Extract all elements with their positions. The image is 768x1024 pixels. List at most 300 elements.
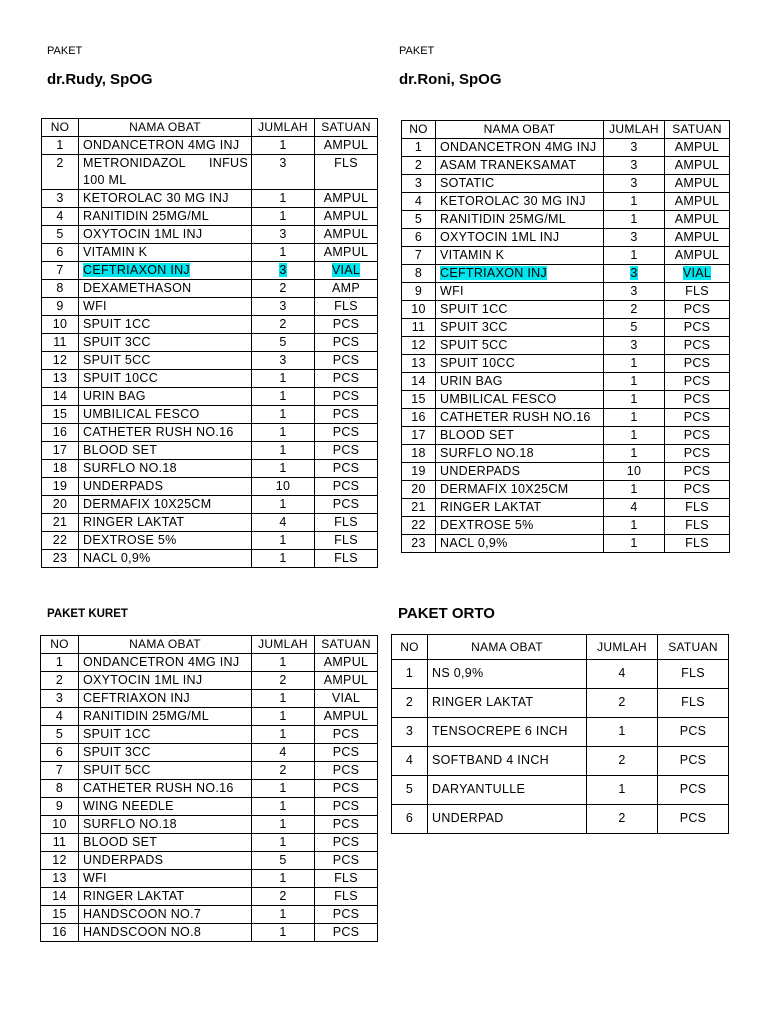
cell-no: 9 bbox=[42, 298, 79, 316]
cell-nama-obat: WFI bbox=[79, 870, 252, 888]
table-row bbox=[41, 672, 378, 690]
cell-satuan: FLS bbox=[315, 532, 378, 550]
cell-no: 6 bbox=[402, 229, 436, 247]
cell-jumlah: 1 bbox=[252, 550, 315, 568]
cell-no: 12 bbox=[41, 852, 79, 870]
cell-jumlah: 3 bbox=[604, 175, 665, 193]
table-row bbox=[402, 193, 730, 211]
cell-no: 4 bbox=[402, 193, 436, 211]
cell-satuan: PCS bbox=[665, 373, 730, 391]
cell-jumlah: 3 bbox=[604, 283, 665, 301]
cell-nama-obat bbox=[436, 265, 604, 283]
cell-satuan: PCS bbox=[315, 478, 378, 496]
cell-satuan: PCS bbox=[315, 834, 378, 852]
cell-no: 17 bbox=[402, 427, 436, 445]
cell-no: 8 bbox=[402, 265, 436, 283]
table-row bbox=[402, 427, 730, 445]
cell-nama-obat: RANITIDIN 25MG/ML bbox=[79, 208, 252, 226]
cell-no: 18 bbox=[42, 460, 79, 478]
table-row bbox=[392, 747, 729, 776]
table-header-row bbox=[392, 635, 729, 660]
cell-satuan: FLS bbox=[315, 550, 378, 568]
cell-satuan: PCS bbox=[315, 406, 378, 424]
cell-satuan: PCS bbox=[315, 924, 378, 942]
cell-no: 10 bbox=[402, 301, 436, 319]
cell-nama-obat: KETOROLAC 30 MG INJ bbox=[436, 193, 604, 211]
table-row bbox=[42, 496, 378, 514]
cell-jumlah: 4 bbox=[604, 499, 665, 517]
highlight-mark: CEFTRIAXON INJ bbox=[440, 266, 547, 280]
cell-satuan: AMPUL bbox=[315, 654, 378, 672]
cell-jumlah: 3 bbox=[252, 298, 315, 316]
cell-satuan: PCS bbox=[665, 355, 730, 373]
cell-nama-obat: CATHETER RUSH NO.16 bbox=[79, 780, 252, 798]
cell-satuan: PCS bbox=[315, 496, 378, 514]
cell-nama-obat: SURFLO NO.18 bbox=[436, 445, 604, 463]
cell-satuan: FLS bbox=[665, 517, 730, 535]
doctor-name-roni: dr.Roni, SpOG bbox=[399, 71, 502, 88]
cell-satuan: PCS bbox=[315, 460, 378, 478]
cell-jumlah: 3 bbox=[252, 226, 315, 244]
cell-jumlah: 5 bbox=[252, 334, 315, 352]
table-row bbox=[402, 247, 730, 265]
table-row bbox=[402, 337, 730, 355]
cell-no: 19 bbox=[402, 463, 436, 481]
highlight-mark: VIAL bbox=[682, 266, 712, 280]
cell-satuan: FLS bbox=[665, 283, 730, 301]
table-row bbox=[42, 155, 378, 190]
cell-no: 9 bbox=[41, 798, 79, 816]
cell-nama-obat: OXYTOCIN 1ML INJ bbox=[436, 229, 604, 247]
table-row bbox=[41, 690, 378, 708]
table-row bbox=[402, 409, 730, 427]
cell-no: 19 bbox=[42, 478, 79, 496]
header-satuan: SATUAN bbox=[315, 119, 378, 137]
cell-no: 21 bbox=[42, 514, 79, 532]
cell-nama-obat: SPUIT 5CC bbox=[79, 762, 252, 780]
cell-satuan: FLS bbox=[665, 535, 730, 553]
cell-jumlah: 1 bbox=[252, 654, 315, 672]
cell-jumlah: 1 bbox=[252, 798, 315, 816]
cell-no: 11 bbox=[402, 319, 436, 337]
cell-jumlah: 1 bbox=[604, 517, 665, 535]
table-paket-roni bbox=[401, 120, 730, 553]
table-row bbox=[392, 718, 729, 747]
table-row bbox=[41, 762, 378, 780]
cell-nama-obat: SURFLO NO.18 bbox=[79, 460, 252, 478]
cell-jumlah: 1 bbox=[252, 208, 315, 226]
table-row bbox=[42, 442, 378, 460]
cell-no: 1 bbox=[42, 137, 79, 155]
cell-no: 9 bbox=[402, 283, 436, 301]
cell-nama-obat: DEXTROSE 5% bbox=[79, 532, 252, 550]
cell-nama-obat: NACL 0,9% bbox=[79, 550, 252, 568]
cell-jumlah: 1 bbox=[604, 355, 665, 373]
table-row bbox=[42, 280, 378, 298]
table-row bbox=[402, 139, 730, 157]
cell-nama-obat: WFI bbox=[436, 283, 604, 301]
cell-jumlah: 2 bbox=[252, 762, 315, 780]
cell-no: 13 bbox=[41, 870, 79, 888]
cell-no: 1 bbox=[41, 654, 79, 672]
cell-no: 10 bbox=[41, 816, 79, 834]
table-row bbox=[41, 726, 378, 744]
cell-satuan: AMPUL bbox=[665, 139, 730, 157]
cell-nama-obat: ONDANCETRON 4MG INJ bbox=[79, 137, 252, 155]
cell-no: 20 bbox=[402, 481, 436, 499]
table-row bbox=[41, 798, 378, 816]
cell-jumlah: 1 bbox=[604, 445, 665, 463]
cell-satuan: AMPUL bbox=[665, 211, 730, 229]
cell-satuan bbox=[315, 262, 378, 280]
cell-nama-obat: UNDERPADS bbox=[79, 478, 252, 496]
cell-nama-obat: URIN BAG bbox=[436, 373, 604, 391]
cell-nama-obat: RINGER LAKTAT bbox=[79, 514, 252, 532]
cell-jumlah: 5 bbox=[604, 319, 665, 337]
header-jumlah: JUMLAH bbox=[604, 121, 665, 139]
header-nama-obat: NAMA OBAT bbox=[436, 121, 604, 139]
cell-satuan: PCS bbox=[315, 798, 378, 816]
cell-jumlah: 1 bbox=[252, 532, 315, 550]
cell-jumlah: 1 bbox=[252, 906, 315, 924]
cell-jumlah: 1 bbox=[252, 190, 315, 208]
header-no: NO bbox=[41, 636, 79, 654]
table-row bbox=[42, 424, 378, 442]
cell-jumlah: 2 bbox=[604, 301, 665, 319]
cell-satuan: FLS bbox=[315, 514, 378, 532]
cell-jumlah: 1 bbox=[252, 816, 315, 834]
table-row bbox=[402, 463, 730, 481]
cell-nama-obat: SPUIT 3CC bbox=[436, 319, 604, 337]
cell-satuan: PCS bbox=[665, 337, 730, 355]
table-row bbox=[42, 244, 378, 262]
cell-no: 23 bbox=[42, 550, 79, 568]
cell-jumlah: 1 bbox=[604, 193, 665, 211]
table-row bbox=[42, 388, 378, 406]
table-row bbox=[402, 301, 730, 319]
cell-nama-obat: ONDANCETRON 4MG INJ bbox=[436, 139, 604, 157]
header-satuan: SATUAN bbox=[658, 635, 729, 660]
table-row bbox=[402, 265, 730, 283]
table-header-row bbox=[42, 119, 378, 137]
cell-no: 14 bbox=[42, 388, 79, 406]
cell-satuan: FLS bbox=[658, 689, 729, 718]
cell-nama-obat: VITAMIN K bbox=[436, 247, 604, 265]
table-row bbox=[42, 352, 378, 370]
table-row bbox=[42, 550, 378, 568]
cell-satuan: PCS bbox=[658, 718, 729, 747]
table-row bbox=[42, 298, 378, 316]
table-paket-orto bbox=[391, 634, 729, 834]
cell-satuan: AMPUL bbox=[315, 226, 378, 244]
cell-no: 2 bbox=[392, 689, 428, 718]
cell-jumlah: 4 bbox=[587, 660, 658, 689]
cell-no: 16 bbox=[42, 424, 79, 442]
cell-satuan: FLS bbox=[665, 499, 730, 517]
table-row bbox=[402, 373, 730, 391]
cell-jumlah: 1 bbox=[252, 870, 315, 888]
table-row bbox=[42, 262, 378, 280]
cell-jumlah: 2 bbox=[587, 747, 658, 776]
cell-no: 8 bbox=[41, 780, 79, 798]
cell-no: 8 bbox=[42, 280, 79, 298]
cell-jumlah: 3 bbox=[604, 337, 665, 355]
highlight-mark: 3 bbox=[279, 263, 287, 277]
cell-nama-obat: TENSOCREPE 6 INCH bbox=[428, 718, 587, 747]
cell-no: 3 bbox=[402, 175, 436, 193]
cell-no: 4 bbox=[392, 747, 428, 776]
cell-jumlah: 1 bbox=[604, 409, 665, 427]
header-no: NO bbox=[392, 635, 428, 660]
header-no: NO bbox=[42, 119, 79, 137]
cell-satuan: VIAL bbox=[315, 690, 378, 708]
cell-satuan: PCS bbox=[315, 906, 378, 924]
cell-no: 18 bbox=[402, 445, 436, 463]
cell-satuan: PCS bbox=[665, 445, 730, 463]
highlight-mark: VIAL bbox=[331, 263, 361, 277]
cell-no: 12 bbox=[402, 337, 436, 355]
cell-satuan bbox=[665, 265, 730, 283]
cell-jumlah: 1 bbox=[604, 211, 665, 229]
highlight-mark: CEFTRIAXON INJ bbox=[83, 263, 190, 277]
cell-satuan: FLS bbox=[315, 155, 378, 190]
cell-nama-obat: UNDERPADS bbox=[79, 852, 252, 870]
cell-satuan: PCS bbox=[315, 726, 378, 744]
table-row bbox=[42, 226, 378, 244]
table-row bbox=[42, 334, 378, 352]
cell-satuan: AMPUL bbox=[665, 247, 730, 265]
cell-jumlah: 2 bbox=[252, 672, 315, 690]
cell-no: 17 bbox=[42, 442, 79, 460]
header-nama-obat: NAMA OBAT bbox=[428, 635, 587, 660]
cell-nama-obat: UNDERPAD bbox=[428, 805, 587, 834]
cell-no: 6 bbox=[42, 244, 79, 262]
cell-jumlah: 1 bbox=[252, 442, 315, 460]
cell-satuan: PCS bbox=[665, 301, 730, 319]
cell-no: 5 bbox=[42, 226, 79, 244]
cell-nama-obat: SPUIT 5CC bbox=[436, 337, 604, 355]
table-row bbox=[42, 137, 378, 155]
cell-jumlah: 1 bbox=[604, 427, 665, 445]
table-row bbox=[42, 370, 378, 388]
cell-nama-obat: DEXAMETHASON bbox=[79, 280, 252, 298]
cell-satuan: PCS bbox=[315, 816, 378, 834]
cell-no: 5 bbox=[392, 776, 428, 805]
cell-jumlah: 1 bbox=[252, 424, 315, 442]
cell-no: 16 bbox=[402, 409, 436, 427]
cell-jumlah: 1 bbox=[252, 388, 315, 406]
cell-jumlah: 1 bbox=[252, 690, 315, 708]
cell-no: 1 bbox=[402, 139, 436, 157]
cell-nama-obat: SPUIT 5CC bbox=[79, 352, 252, 370]
cell-nama-obat: SPUIT 10CC bbox=[79, 370, 252, 388]
cell-nama-obat: CATHETER RUSH NO.16 bbox=[79, 424, 252, 442]
table-row bbox=[42, 514, 378, 532]
cell-satuan: AMPUL bbox=[665, 229, 730, 247]
cell-no: 22 bbox=[402, 517, 436, 535]
cell-nama-obat: METRONIDAZOL INFUS 100 ML bbox=[79, 155, 252, 190]
cell-no: 3 bbox=[41, 690, 79, 708]
highlight-mark: 3 bbox=[630, 266, 638, 280]
cell-jumlah: 1 bbox=[252, 460, 315, 478]
cell-satuan: PCS bbox=[665, 463, 730, 481]
table-row bbox=[402, 445, 730, 463]
cell-nama-obat: RINGER LAKTAT bbox=[79, 888, 252, 906]
cell-jumlah: 4 bbox=[252, 514, 315, 532]
cell-nama-obat: BLOOD SET bbox=[79, 442, 252, 460]
cell-jumlah: 2 bbox=[587, 805, 658, 834]
cell-nama-obat: RANITIDIN 25MG/ML bbox=[79, 708, 252, 726]
paket-label-rudy: PAKET bbox=[47, 45, 83, 57]
cell-nama-obat: SPUIT 1CC bbox=[79, 726, 252, 744]
cell-nama-obat: ASAM TRANEKSAMAT bbox=[436, 157, 604, 175]
cell-nama-obat: WFI bbox=[79, 298, 252, 316]
cell-no: 4 bbox=[41, 708, 79, 726]
table-row bbox=[402, 355, 730, 373]
table-row bbox=[41, 906, 378, 924]
cell-no: 14 bbox=[41, 888, 79, 906]
cell-nama-obat: HANDSCOON NO.8 bbox=[79, 924, 252, 942]
table-row bbox=[41, 654, 378, 672]
cell-satuan: AMPUL bbox=[315, 208, 378, 226]
header-no: NO bbox=[402, 121, 436, 139]
cell-no: 13 bbox=[42, 370, 79, 388]
cell-nama-obat: ONDANCETRON 4MG INJ bbox=[79, 654, 252, 672]
cell-nama-obat: CEFTRIAXON INJ bbox=[79, 690, 252, 708]
cell-satuan: PCS bbox=[658, 805, 729, 834]
cell-jumlah: 1 bbox=[252, 244, 315, 262]
cell-nama-obat: RINGER LAKTAT bbox=[436, 499, 604, 517]
header-jumlah: JUMLAH bbox=[252, 119, 315, 137]
cell-satuan: PCS bbox=[315, 442, 378, 460]
table-row bbox=[41, 744, 378, 762]
table-paket-rudy bbox=[41, 118, 378, 568]
cell-jumlah: 10 bbox=[252, 478, 315, 496]
cell-nama-obat: OXYTOCIN 1ML INJ bbox=[79, 226, 252, 244]
cell-no: 13 bbox=[402, 355, 436, 373]
cell-no: 7 bbox=[41, 762, 79, 780]
cell-nama-obat: NS 0,9% bbox=[428, 660, 587, 689]
cell-nama-obat: BLOOD SET bbox=[79, 834, 252, 852]
cell-satuan: AMPUL bbox=[315, 672, 378, 690]
cell-nama-obat bbox=[79, 262, 252, 280]
cell-satuan: PCS bbox=[315, 762, 378, 780]
cell-jumlah: 1 bbox=[587, 776, 658, 805]
cell-jumlah: 1 bbox=[252, 370, 315, 388]
cell-nama-obat: SPUIT 3CC bbox=[79, 334, 252, 352]
header-jumlah: JUMLAH bbox=[587, 635, 658, 660]
table-header-row bbox=[402, 121, 730, 139]
cell-jumlah: 2 bbox=[252, 316, 315, 334]
table-row bbox=[402, 283, 730, 301]
cell-nama-obat: SPUIT 1CC bbox=[79, 316, 252, 334]
table-row bbox=[42, 532, 378, 550]
cell-jumlah: 1 bbox=[587, 718, 658, 747]
cell-jumlah: 5 bbox=[252, 852, 315, 870]
cell-no: 12 bbox=[42, 352, 79, 370]
cell-jumlah: 1 bbox=[252, 924, 315, 942]
table-row bbox=[402, 481, 730, 499]
cell-nama-obat: HANDSCOON NO.7 bbox=[79, 906, 252, 924]
section-title-kuret: PAKET KURET bbox=[47, 608, 128, 620]
cell-jumlah: 1 bbox=[604, 373, 665, 391]
table-row bbox=[392, 689, 729, 718]
cell-satuan: AMPUL bbox=[665, 175, 730, 193]
cell-satuan: AMPUL bbox=[315, 137, 378, 155]
table-row bbox=[41, 708, 378, 726]
cell-nama-obat: SPUIT 10CC bbox=[436, 355, 604, 373]
cell-satuan: PCS bbox=[665, 481, 730, 499]
cell-nama-obat: WING NEEDLE bbox=[79, 798, 252, 816]
cell-no: 5 bbox=[402, 211, 436, 229]
table-paket-kuret bbox=[40, 635, 378, 942]
cell-satuan: AMPUL bbox=[315, 190, 378, 208]
cell-nama-obat: NACL 0,9% bbox=[436, 535, 604, 553]
cell-no: 4 bbox=[42, 208, 79, 226]
table-row bbox=[42, 406, 378, 424]
cell-nama-obat: OXYTOCIN 1ML INJ bbox=[79, 672, 252, 690]
doctor-name-rudy: dr.Rudy, SpOG bbox=[47, 71, 153, 88]
header-nama-obat: NAMA OBAT bbox=[79, 636, 252, 654]
table-row bbox=[41, 834, 378, 852]
cell-no: 15 bbox=[402, 391, 436, 409]
table-row bbox=[41, 888, 378, 906]
cell-satuan: PCS bbox=[658, 747, 729, 776]
cell-satuan: AMPUL bbox=[665, 193, 730, 211]
cell-no: 2 bbox=[41, 672, 79, 690]
cell-nama-obat: UMBILICAL FESCO bbox=[79, 406, 252, 424]
table-row bbox=[402, 499, 730, 517]
cell-satuan: PCS bbox=[665, 409, 730, 427]
cell-no: 3 bbox=[392, 718, 428, 747]
header-jumlah: JUMLAH bbox=[252, 636, 315, 654]
cell-nama-obat: SPUIT 1CC bbox=[436, 301, 604, 319]
cell-satuan: PCS bbox=[315, 388, 378, 406]
cell-jumlah: 1 bbox=[252, 780, 315, 798]
cell-satuan: PCS bbox=[315, 370, 378, 388]
cell-no: 20 bbox=[42, 496, 79, 514]
cell-satuan: FLS bbox=[658, 660, 729, 689]
section-title-orto: PAKET ORTO bbox=[398, 605, 495, 622]
cell-nama-obat: SPUIT 3CC bbox=[79, 744, 252, 762]
cell-jumlah: 2 bbox=[587, 689, 658, 718]
header-satuan: SATUAN bbox=[665, 121, 730, 139]
table-row bbox=[41, 816, 378, 834]
cell-jumlah: 3 bbox=[604, 157, 665, 175]
table-row bbox=[402, 175, 730, 193]
cell-satuan: PCS bbox=[665, 391, 730, 409]
cell-no: 6 bbox=[392, 805, 428, 834]
cell-jumlah bbox=[252, 262, 315, 280]
cell-jumlah: 1 bbox=[252, 726, 315, 744]
cell-jumlah: 1 bbox=[604, 247, 665, 265]
cell-jumlah: 2 bbox=[252, 888, 315, 906]
cell-no: 6 bbox=[41, 744, 79, 762]
cell-satuan: PCS bbox=[315, 424, 378, 442]
cell-nama-obat: DEXTROSE 5% bbox=[436, 517, 604, 535]
table-row bbox=[41, 780, 378, 798]
cell-jumlah: 1 bbox=[252, 137, 315, 155]
cell-nama-obat: SOFTBAND 4 INCH bbox=[428, 747, 587, 776]
table-row bbox=[402, 157, 730, 175]
cell-no: 2 bbox=[402, 157, 436, 175]
cell-no: 5 bbox=[41, 726, 79, 744]
cell-no: 22 bbox=[42, 532, 79, 550]
cell-no: 15 bbox=[42, 406, 79, 424]
cell-jumlah: 10 bbox=[604, 463, 665, 481]
cell-jumlah bbox=[604, 265, 665, 283]
table-row bbox=[402, 211, 730, 229]
